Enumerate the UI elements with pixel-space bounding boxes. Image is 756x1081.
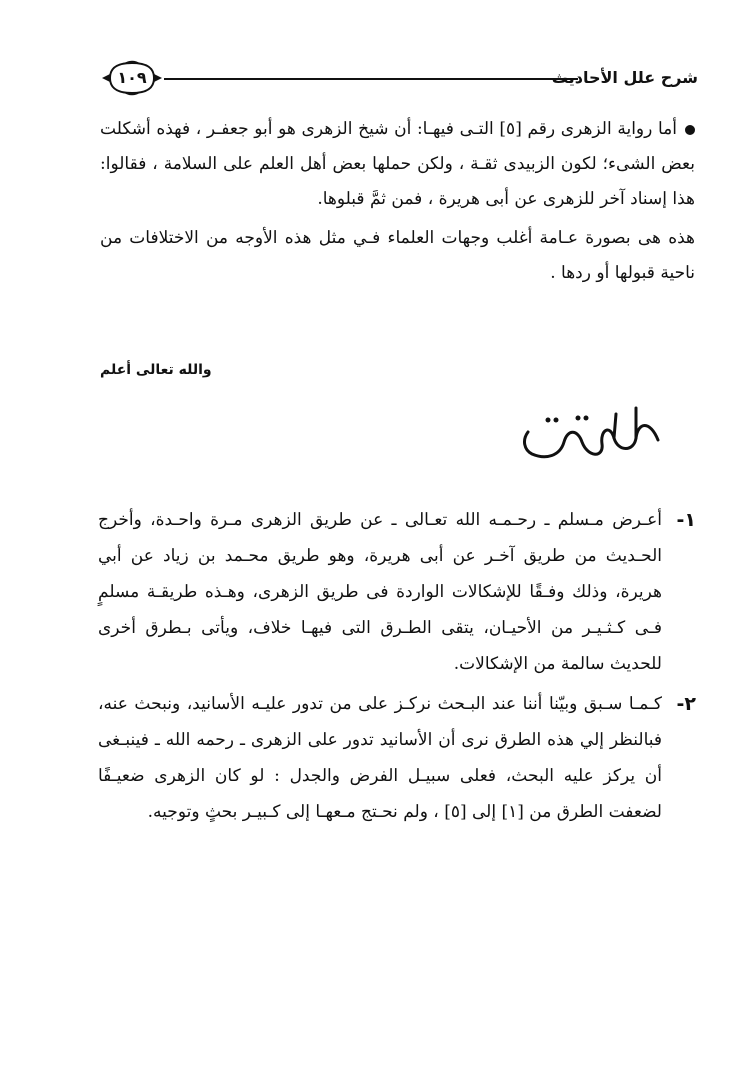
- header-rule: [164, 78, 578, 80]
- paragraph: [100, 112, 695, 217]
- notes-list: [98, 502, 696, 834]
- notes-heading-label: ملاحظات: [591, 466, 595, 467]
- paragraph: [100, 221, 695, 291]
- page-number: ١٠٩: [117, 68, 147, 87]
- paragraph-text: أما رواية الزهرى رقم [٥] التـى فيهـا: أن شيخ الزهرى هو أبو جعفـر ، فهذه أشكلت بعض الشىء؛ لكون الزبيدى ثقـة ، ولكن حملها بعض أهل العلم على السلامة ، فقالوا: هذا إسناد آخر للزهرى عن أبى هريرة ، فمن ثمَّ قبلوها.: [100, 119, 695, 209]
- note-item: [98, 502, 696, 682]
- page-number-badge: [100, 60, 164, 96]
- note-text: كـمـا سـبق وبيّنا أننا عند البـحث نركـز على من تدور عليـه الأسانيد، ونبحث عنه، فبالنظر إلي هذه الطرق نرى أن الأسانيد تدور على الزهرى ـ رحمه الله ـ فينبـغى أن يركز عليه البحث، فعلى سبيـل الفرض والجدل : لو كان الزهرى ضعيـفًا لضعفت الطرق من [١] إلى [٥] ، ولم نحـتج مـعهـا إلى كـبيـر بحثٍ وتوجيه.: [98, 694, 662, 822]
- page-header: [100, 58, 700, 98]
- main-text: [100, 112, 695, 295]
- bullet-icon: [685, 125, 695, 135]
- notes-heading: [518, 400, 668, 470]
- running-title: شرح علل الأحاديث: [551, 68, 698, 87]
- paragraph-text: هذه هى بصورة عـامة أغلب وجهات العلماء فـي مثل هذه الأوجه من الاختلافات من ناحية قبولها أو ردها .: [100, 228, 695, 283]
- note-number: ٢-: [676, 693, 696, 715]
- notes-heading-calligraphy: [518, 400, 668, 470]
- note-number: ١-: [676, 509, 696, 531]
- note-item: [98, 686, 696, 830]
- closing-phrase: والله تعالى أعلم: [100, 362, 212, 378]
- note-text: أعـرض مـسلم ـ رحـمـه الله تعـالى ـ عن طريق الزهرى مـرة واحـدة، وأخرج الحـديث من طريق آخـر عن أبى هريرة، وهو طريق محـمد بن زياد عن أبي هريرة، وذلك وفـقًا للإشكالات الواردة فى طريق الزهرى، وهـذه طريقـة مسلمٍ فـى كـثـيـر من الأحيـان، يتقى الطـرق التى فيهـا خلاف، ويأتى بـطرق أخرى للحديث سالمة من الإشكالات.: [98, 510, 662, 674]
